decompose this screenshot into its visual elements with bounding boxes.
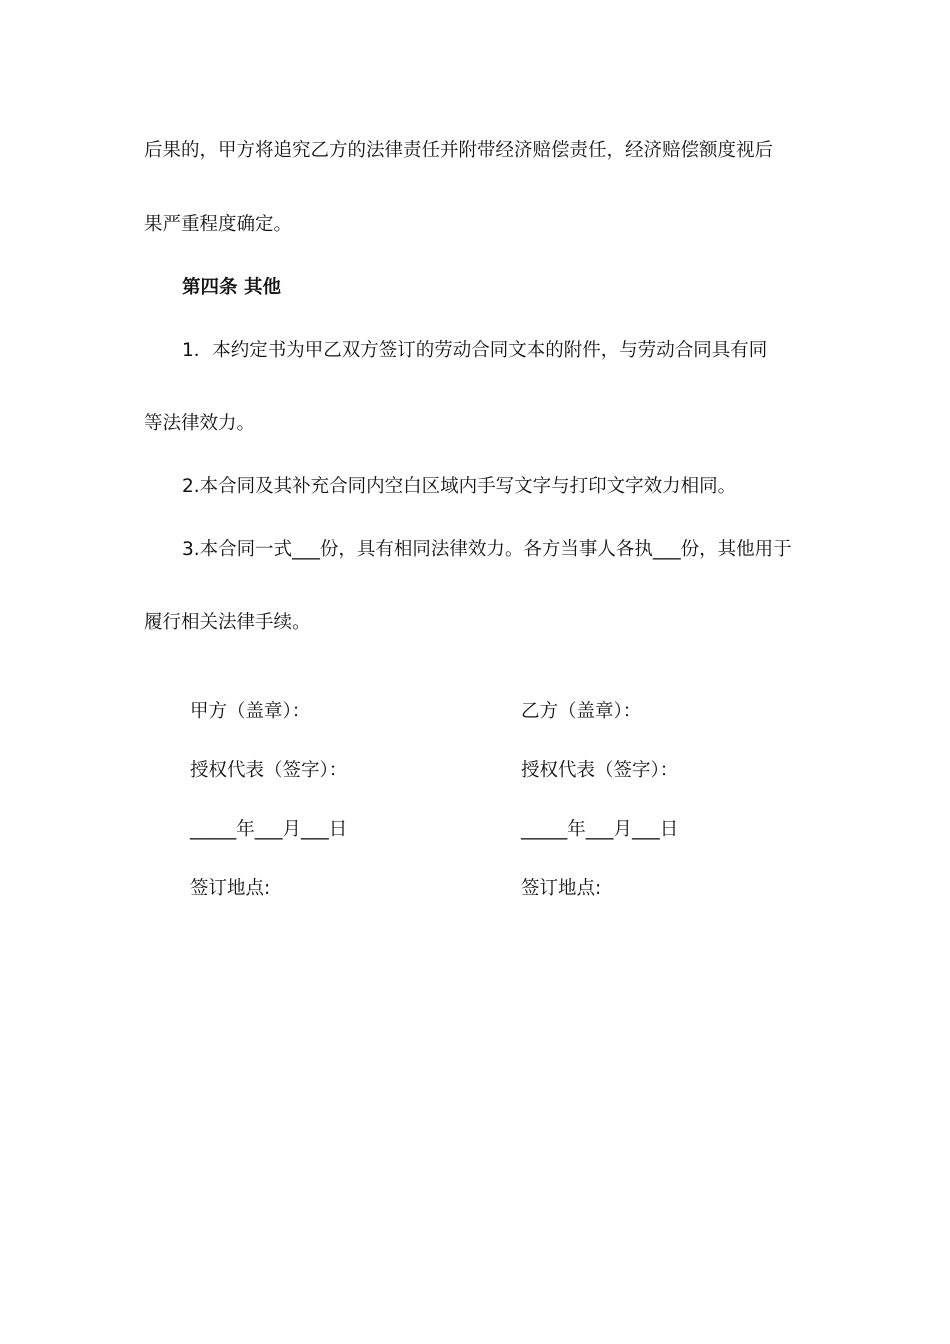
- party-b-place-label: 签订地点:: [521, 878, 602, 899]
- party-b-seal-label: 乙方（盖章）：: [521, 701, 642, 722]
- paragraph-line: 果严重程度确定。: [144, 214, 293, 235]
- party-a-date-label: _____年___月___日: [190, 819, 348, 840]
- clause-item-2: 2.本合同及其补充合同内空白区域内手写文字与打印文字效力相同。: [182, 476, 737, 497]
- paragraph-line: 后果的，甲方将追究乙方的法律责任并附带经济赔偿责任，经济赔偿额度视后: [144, 140, 774, 161]
- party-b-representative-label: 授权代表（签字）：: [521, 760, 679, 781]
- clause-item-3-continued: 履行相关法律手续。: [144, 612, 311, 633]
- clause-item-1-continued: 等法律效力。: [144, 413, 256, 434]
- party-a-seal-label: 甲方（盖章）：: [190, 701, 311, 722]
- party-b-date-label: _____年___月___日: [521, 819, 679, 840]
- section-heading: 第四条 其他: [182, 277, 281, 298]
- clause-item-3: 3.本合同一式___份，具有相同法律效力。各方当事人各执___份，其他用于: [182, 539, 792, 560]
- clause-item-1: 1．本约定书为甲乙双方签订的劳动合同文本的附件，与劳动合同具有同: [182, 340, 768, 361]
- party-a-place-label: 签订地点:: [190, 878, 271, 899]
- party-a-representative-label: 授权代表（签字）：: [190, 760, 348, 781]
